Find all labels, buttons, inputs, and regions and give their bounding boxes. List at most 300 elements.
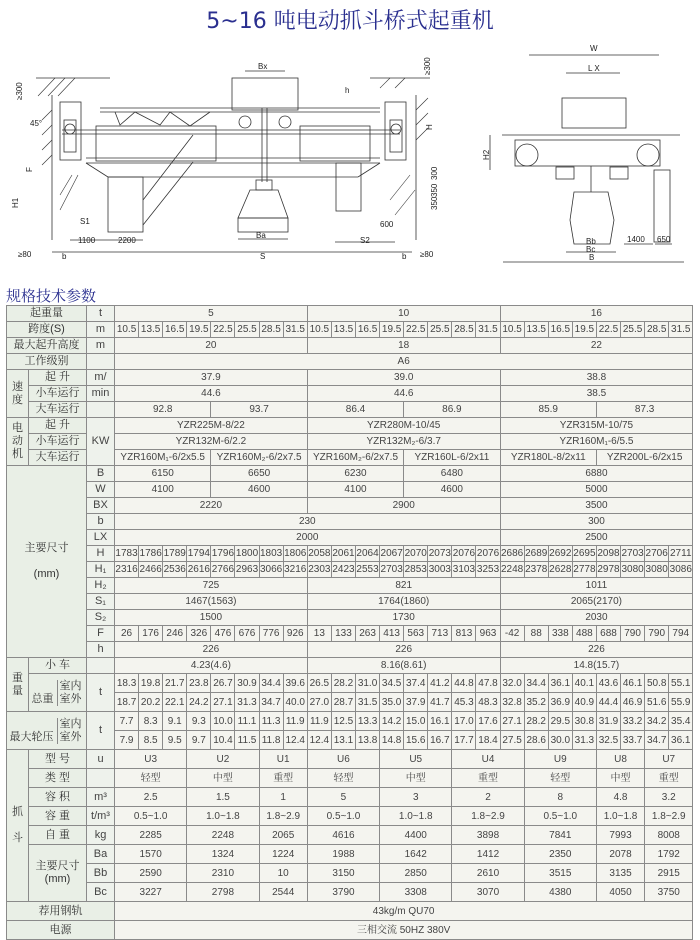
value-cell: U7 [645,750,693,769]
row-speed-lift [7,370,693,386]
value-cell: 16.5 [356,322,380,338]
row-label: 小车运行 [29,386,87,402]
svg-text:650: 650 [657,235,671,244]
value-cell: 17.7 [452,731,476,750]
value-cell: 5 [115,306,308,322]
unit-cell: t [87,674,115,712]
value-cell: 2610 [452,864,524,883]
value-cell: U6 [307,750,379,769]
value-cell: 28.2 [524,712,548,731]
value-cell: 6880 [500,466,693,482]
unit-cell: m/ [87,370,115,386]
value-cell: 2695 [572,546,596,562]
value-cell: 34.7 [645,731,669,750]
value-cell: 1011 [500,578,693,594]
value-cell: 8.5 [139,731,163,750]
spec-table [6,305,693,940]
value-cell: 4.23(4.6) [115,658,308,674]
value-cell: 33.7 [621,731,645,750]
row-label: 大车运行 [29,450,87,466]
value-cell: 263 [356,626,380,642]
svg-text:b: b [402,252,407,261]
row-dim-S1 [7,594,693,610]
value-cell: 31.5 [476,322,500,338]
value-cell: 1224 [259,845,307,864]
value-cell: 34.5 [380,674,404,693]
value-cell: 10.5 [115,322,139,338]
value-cell: 1324 [187,845,259,864]
row-weight-trolley [7,658,693,674]
value-cell: 11.1 [235,712,259,731]
unit-cell: m [87,322,115,338]
value-cell: 133 [331,626,355,642]
value-cell: 19.5 [187,322,211,338]
value-cell: 20.2 [139,693,163,712]
value-cell: 25.5 [235,322,259,338]
value-cell: 2303 [307,562,331,578]
section-title: 规格技术参数 [6,287,97,305]
row-label: 容 积 [29,788,87,807]
value-cell: 12.4 [307,731,331,750]
svg-text:Bb: Bb [586,237,596,246]
value-cell: 2500 [500,530,693,546]
value-cell: 13.5 [331,322,355,338]
value-cell: 28.6 [524,731,548,750]
value-cell: 246 [163,626,187,642]
value-cell: 88 [524,626,548,642]
unit-cell: S₁ [87,594,115,610]
value-cell: 5 [307,788,379,807]
svg-text:Bc: Bc [586,245,596,254]
value-cell: 32.5 [596,731,620,750]
svg-text:Bx: Bx [258,62,268,71]
value-cell: 17.0 [452,712,476,731]
value-cell: 2070 [404,546,428,562]
value-cell: 37.9 [404,693,428,712]
value-cell: 44.4 [596,693,620,712]
value-cell: 14.2 [380,712,404,731]
unit-cell: H [87,546,115,562]
value-cell: 3500 [500,498,693,514]
value-cell: 39.0 [307,370,500,386]
value-cell: 22 [500,338,693,354]
value-cell: 2706 [645,546,669,562]
value-cell: 23.8 [187,674,211,693]
unit-cell: t [87,306,115,322]
value-cell: 重型 [259,769,307,788]
value-cell: 2778 [572,562,596,578]
value-cell: 1783 [115,546,139,562]
value-cell: 776 [259,626,283,642]
value-cell: 413 [380,626,404,642]
value-cell: 10.5 [500,322,524,338]
value-cell: 16.5 [163,322,187,338]
value-cell: 0.5~1.0 [524,807,596,826]
value-cell: 34.4 [524,674,548,693]
value-cell: 14.8 [380,731,404,750]
value-cell: 1800 [235,546,259,562]
svg-text:S1: S1 [80,217,90,226]
value-cell: 40.9 [572,693,596,712]
row-dim-B [7,466,693,482]
group-label: 电 动 机 [7,418,29,466]
value-cell: 2065 [259,826,307,845]
svg-text:1100: 1100 [78,236,96,245]
value-cell: 1.5 [187,788,259,807]
value-cell: 22.5 [404,322,428,338]
unit-cell: H₂ [87,578,115,594]
group-label: 最大轮压 室内 室外 [7,712,87,750]
row-work-class [7,354,693,370]
unit-cell: min [87,386,115,402]
value-cell: YZR160M₂-6/2x7.5 [307,450,403,466]
value-cell: 92.8 [115,402,211,418]
row-label: 类 型 [29,769,87,788]
value-cell: 中型 [380,769,452,788]
value-cell: 3308 [380,883,452,902]
value-cell: YZR160L-6/2x11 [404,450,500,466]
unit-cell: Ba [87,845,115,864]
value-cell: 36.9 [548,693,572,712]
value-cell: YZR132M₂-6/3.7 [307,434,500,450]
value-cell: 4380 [524,883,596,902]
value-cell: 8 [524,788,596,807]
value-cell: 2065(2170) [500,594,693,610]
value-cell: 5000 [500,482,693,498]
value-cell: 44.8 [452,674,476,693]
value-cell: 4400 [380,826,452,845]
value-cell: 0.5~1.0 [307,807,379,826]
value-cell: 4616 [307,826,379,845]
value-cell: 9.1 [163,712,187,731]
row-grab-Ba [7,845,693,864]
value-cell: 4600 [211,482,307,498]
value-cell: 6230 [307,466,403,482]
value-cell: 36.1 [548,674,572,693]
value-cell: 2220 [115,498,308,514]
svg-text:≥80: ≥80 [18,250,32,259]
value-cell: 37.9 [115,370,308,386]
value-cell: 16.7 [428,731,452,750]
value-cell: 轻型 [307,769,379,788]
row-label: 大车运行 [29,402,87,418]
value-cell: 2078 [596,845,644,864]
row-motor-lift [7,418,693,434]
value-cell: 1803 [259,546,283,562]
value-cell: 230 [115,514,501,530]
row-grab-Bc [7,883,693,902]
value-cell: 2689 [524,546,548,562]
value-cell: 2.5 [115,788,187,807]
value-cell: 17.6 [476,712,500,731]
svg-text:L X: L X [588,64,600,73]
value-cell: 821 [307,578,500,594]
value-cell: 28.2 [331,674,355,693]
value-cell: 7.9 [115,731,139,750]
value-cell: 2963 [235,562,259,578]
value-cell: 16 [500,306,693,322]
value-cell: 中型 [596,769,644,788]
value-cell: 1988 [307,845,379,864]
value-cell: 轻型 [115,769,187,788]
value-cell: 4600 [404,482,500,498]
value-cell: 1500 [115,610,308,626]
value-cell: 36.1 [669,731,693,750]
value-cell: 22.5 [596,322,620,338]
value-cell: 1792 [645,845,693,864]
value-cell: 6150 [115,466,211,482]
value-cell: 2590 [115,864,187,883]
value-cell: 41.7 [428,693,452,712]
value-cell: 重型 [452,769,524,788]
row-grab-self_weight [7,826,693,845]
value-cell: 713 [428,626,452,642]
value-cell: 19.5 [380,322,404,338]
row-label: 起 升 [29,418,87,434]
value-cell: 2900 [307,498,500,514]
row-dim-F [7,626,693,642]
value-cell: 11.9 [307,712,331,731]
value-cell: 725 [115,578,308,594]
value-cell: 3216 [283,562,307,578]
value-cell: 2378 [524,562,548,578]
value-cell: 21.7 [163,674,187,693]
value-cell: 44.6 [307,386,500,402]
value-cell: U2 [187,750,259,769]
value-cell: 48.3 [476,693,500,712]
row-label: 小 车 [29,658,87,674]
value-cell: 31.3 [235,693,259,712]
unit-cell: t/m³ [87,807,115,826]
value-cell: -42 [500,626,524,642]
value-cell: 34.4 [259,674,283,693]
value-cell: 33.2 [621,712,645,731]
value-cell: 3750 [645,883,693,902]
value-cell: 10.0 [211,712,235,731]
unit-cell: B [87,466,115,482]
value-cell: 25.5 [428,322,452,338]
value-cell: 31.9 [596,712,620,731]
svg-text:≥80: ≥80 [420,250,434,259]
value-cell: 10 [307,306,500,322]
value-cell: 20 [115,338,308,354]
svg-text:H: H [425,124,434,130]
value-cell: 40.1 [572,674,596,693]
value-cell: 2064 [356,546,380,562]
value-cell: 563 [404,626,428,642]
value-cell: 2703 [380,562,404,578]
value-cell: 28.5 [452,322,476,338]
value-cell: 3080 [645,562,669,578]
unit-cell: Bc [87,883,115,902]
value-cell: 2628 [548,562,572,578]
value-cell: 11.5 [235,731,259,750]
value-cell: 22.1 [163,693,187,712]
value-cell: U8 [596,750,644,769]
value-cell: 3103 [452,562,476,578]
value-cell: 226 [500,642,693,658]
value-cell: 488 [572,626,596,642]
row-speed-trolley [7,386,693,402]
value-cell: 18.7 [115,693,139,712]
value-cell: 39.6 [283,674,307,693]
value-cell: 43.6 [596,674,620,693]
value-cell: 1.8~2.9 [259,807,307,826]
value-cell: YZR180L-8/2x11 [500,450,596,466]
value-cell: 93.7 [211,402,307,418]
value-cell: 2061 [331,546,355,562]
value-cell: 18 [307,338,500,354]
value-cell: 1730 [307,610,500,626]
row-speed-crane [7,402,693,418]
value-cell: 3070 [452,883,524,902]
unit-cell: LX [87,530,115,546]
row-dim-BX [7,498,693,514]
value-cell: YZR280M-10/45 [307,418,500,434]
value-cell: 3150 [307,864,379,883]
value-cell: 2285 [115,826,187,845]
value-cell: 3.2 [645,788,693,807]
row-dim-H2 [7,578,693,594]
row-dim-W [7,482,693,498]
value-cell: 10.5 [307,322,331,338]
value-cell: 4.8 [596,788,644,807]
group-label: 主要尺寸 (mm) [7,466,87,658]
unit-cell: m [87,338,115,354]
value-cell: 32.8 [500,693,524,712]
value-cell: 38.8 [500,370,693,386]
svg-text:≥300: ≥300 [15,82,24,100]
value-cell: 1642 [380,845,452,864]
row-grab-density [7,807,693,826]
value-cell: 31.5 [283,322,307,338]
value-cell: YZR160M₂-6/2x7.5 [211,450,307,466]
value-cell: 11.3 [259,712,283,731]
value-cell: 1794 [187,546,211,562]
row-label: 荐用钢轨 [7,902,115,921]
value-cell: 26.5 [307,674,331,693]
row-dim-LX [7,530,693,546]
value-cell: 688 [596,626,620,642]
value-cell: U3 [115,750,187,769]
value-cell: A6 [115,354,693,370]
row-grab-model [7,750,693,769]
row-weight-indoor [7,674,693,693]
value-cell: 27.0 [307,693,331,712]
value-cell: 26 [115,626,139,642]
row-dim-H1 [7,562,693,578]
value-cell: 11.9 [283,712,307,731]
value-cell: 1570 [115,845,187,864]
unit-cell: KW [87,418,115,466]
value-cell: 27.1 [500,712,524,731]
value-cell: 43kg/m QU70 [115,902,693,921]
value-cell: 31.5 [356,693,380,712]
value-cell: 47.8 [476,674,500,693]
value-cell: 2536 [163,562,187,578]
value-cell: 28.5 [645,322,669,338]
value-cell: 35.0 [380,693,404,712]
value-cell: 2692 [548,546,572,562]
svg-text:≥300: ≥300 [423,57,432,75]
value-cell: 三相交流 50HZ 380V [115,921,693,940]
value-cell: 30.0 [548,731,572,750]
value-cell: 2798 [187,883,259,902]
value-cell: 9.5 [163,731,187,750]
value-cell: 35.2 [524,693,548,712]
value-cell: 4100 [307,482,403,498]
value-cell: 10 [259,864,307,883]
unit-cell: Bb [87,864,115,883]
value-cell: 8.3 [139,712,163,731]
value-cell: 2058 [307,546,331,562]
value-cell: 25.5 [621,322,645,338]
svg-text:b: b [62,252,67,261]
value-cell: 2711 [669,546,693,562]
group-label: 速 度 [7,370,29,418]
row-label: 最大起升高度 [7,338,87,354]
value-cell: 3515 [524,864,596,883]
svg-text:300: 300 [430,166,439,180]
value-cell: 34.7 [259,693,283,712]
unit-cell: t [87,712,115,750]
value-cell: 7841 [524,826,596,845]
value-cell: 2553 [356,562,380,578]
value-cell: 18.4 [476,731,500,750]
value-cell: 1467(1563) [115,594,308,610]
value-cell: 85.9 [500,402,596,418]
value-cell: 31.3 [572,731,596,750]
svg-text:W: W [590,44,598,53]
value-cell: 51.6 [645,693,669,712]
value-cell: 794 [669,626,693,642]
value-cell: 3066 [259,562,283,578]
value-cell: 32.0 [500,674,524,693]
value-cell: 1412 [452,845,524,864]
value-cell: 55.9 [669,693,693,712]
value-cell: 19.8 [139,674,163,693]
value-cell: 10.4 [211,731,235,750]
value-cell: 13 [307,626,331,642]
svg-text:B: B [589,253,595,262]
value-cell: 9.3 [187,712,211,731]
value-cell: 24.2 [187,693,211,712]
value-cell: 45.3 [452,693,476,712]
value-cell: 176 [139,626,163,642]
unit-cell: BX [87,498,115,514]
value-cell: 26.7 [211,674,235,693]
row-dim-b [7,514,693,530]
value-cell: 2030 [500,610,693,626]
value-cell: 326 [187,626,211,642]
value-cell: 1786 [139,546,163,562]
value-cell: 3135 [596,864,644,883]
value-cell: 1806 [283,546,307,562]
value-cell: 中型 [187,769,259,788]
value-cell: 2248 [500,562,524,578]
svg-text:H2: H2 [482,149,491,160]
row-label: 自 重 [29,826,87,845]
value-cell: 27.1 [211,693,235,712]
value-cell: 2248 [187,826,259,845]
value-cell: 12.4 [283,731,307,750]
value-cell: 14.8(15.7) [500,658,693,674]
value-cell: 1 [259,788,307,807]
value-cell: 38.5 [500,386,693,402]
value-cell: 2703 [621,546,645,562]
value-cell: 2076 [452,546,476,562]
value-cell: U5 [380,750,452,769]
